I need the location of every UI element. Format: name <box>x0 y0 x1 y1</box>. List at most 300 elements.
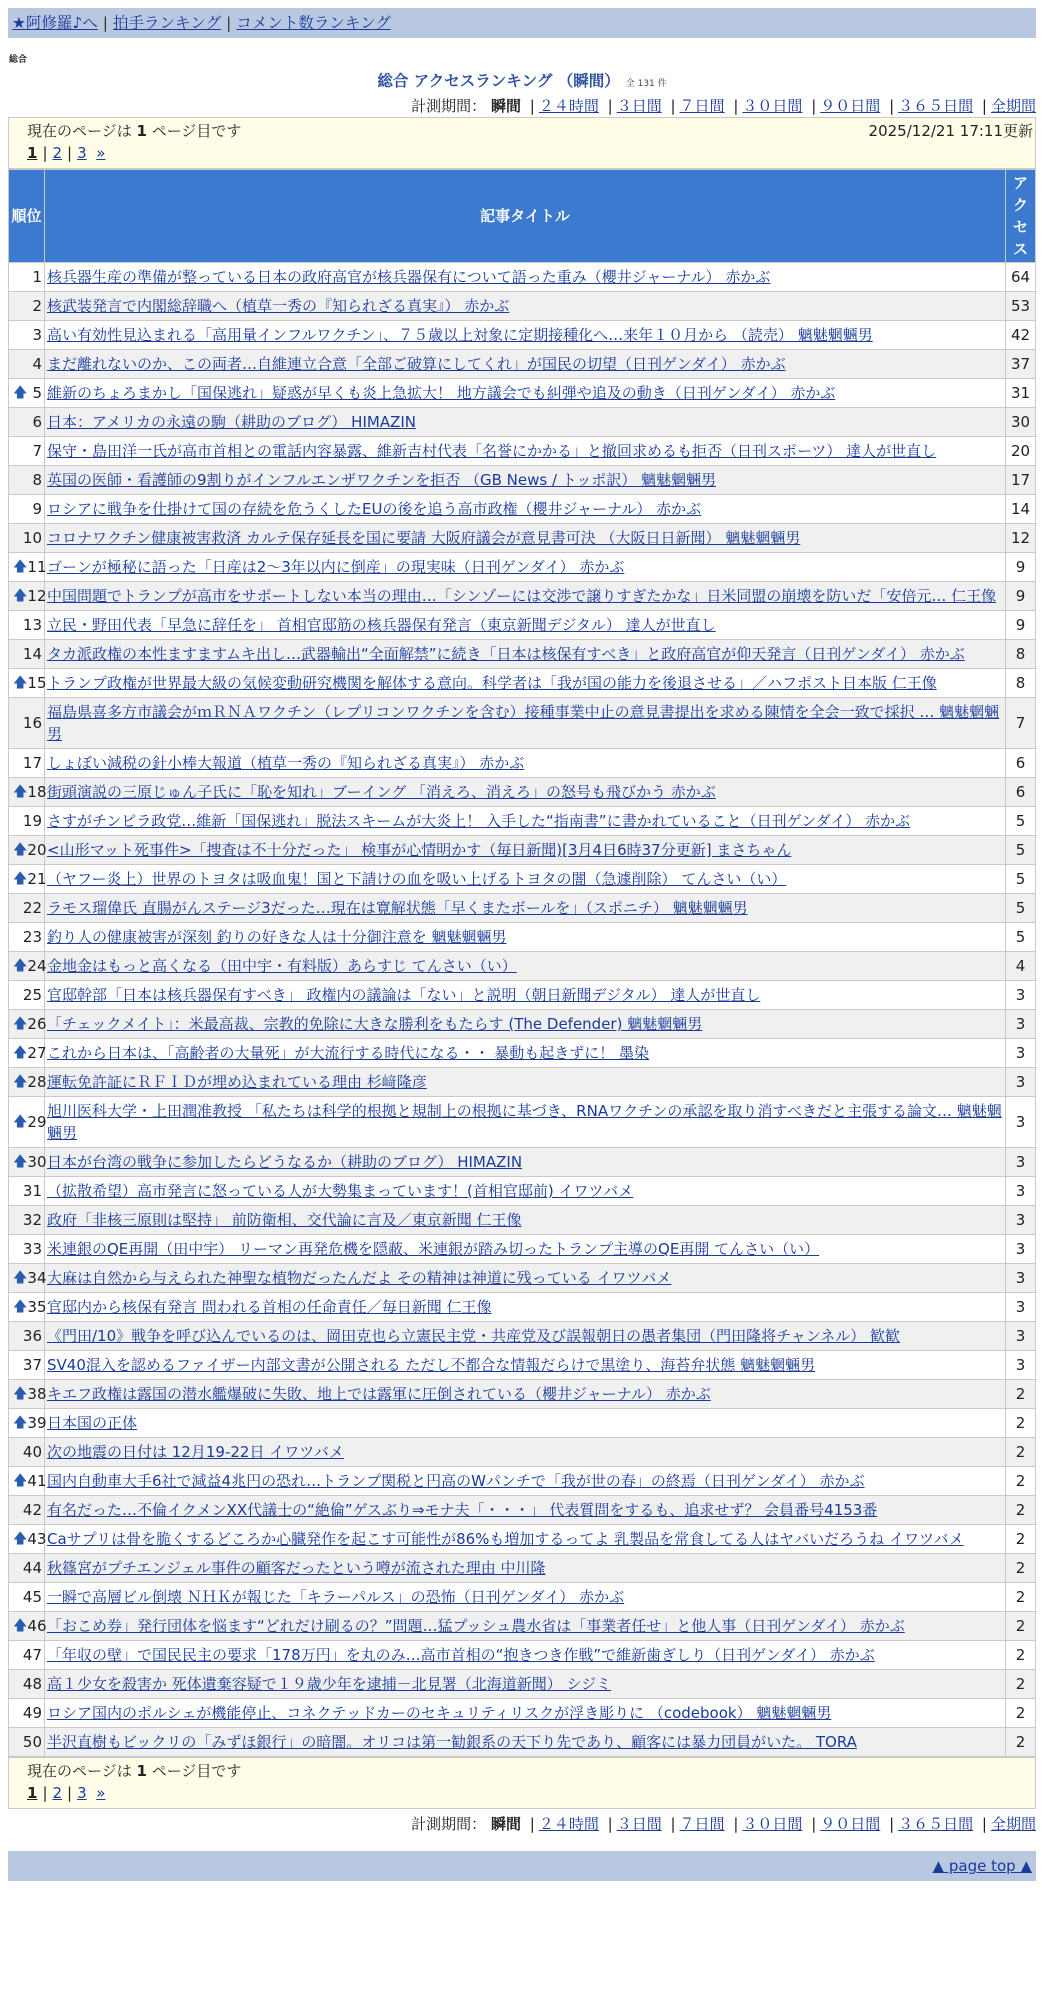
rank-cell <box>9 1554 45 1583</box>
title-cell <box>45 865 1006 894</box>
pager-next[interactable]: » <box>96 1784 106 1802</box>
ranking-body <box>9 263 1036 1757</box>
table-row <box>9 1068 1036 1097</box>
article-link[interactable]: 《門田/10》戦争を呼び込んでいるのは、岡田克也ら立憲民主党・共産党及び誤報朝日の愚者集団（門田隆将チャンネル） 歓歓 <box>47 1327 901 1345</box>
article-link[interactable]: 日本国の正体 <box>47 1414 138 1432</box>
title-cell <box>45 1097 1006 1148</box>
article-link[interactable]: （ヤフー炎上）世界のトヨタは吸血鬼！国と下請けの血を吸い上げるトヨタの闇（急遽削除） てんさい（い） <box>47 870 787 888</box>
period-link-24h[interactable]: ２４時間 <box>538 1815 599 1833</box>
up-arrow-icon: 🡅 <box>13 1114 28 1130</box>
access-count: 2 <box>1006 1699 1036 1728</box>
table-row <box>9 1097 1036 1148</box>
table-row <box>9 408 1036 437</box>
article-link[interactable]: ラモス瑠偉氏 直腸がんステージ3だった…現在は寛解状態「早くまたボールを」（スポニチ） 魑魅魍魎男 <box>47 899 748 917</box>
up-arrow-icon: 🡅 <box>13 385 28 401</box>
period-link-all[interactable]: 全期間 <box>990 1815 1036 1833</box>
title-cell <box>45 1148 1006 1177</box>
article-link[interactable]: 大麻は自然から与えられた神聖な植物だったんだよ その精神は神道に残っている イワツバメ <box>47 1269 672 1287</box>
article-link[interactable]: 「年収の壁」で国民民主の要求「178万円」を丸のみ…高市首相の“抱きつき作戦”で維新歯ぎしり（日刊ゲンダイ） 赤かぶ <box>47 1646 875 1664</box>
rank-number: 17 <box>22 754 42 772</box>
rank-number: 27 <box>27 1044 47 1062</box>
access-count: 53 <box>1006 292 1036 321</box>
rank-number: 37 <box>22 1356 42 1374</box>
rank-number: 15 <box>27 674 47 692</box>
article-link[interactable]: Caサプリは骨を脆くするどころか心臓発作を起こす可能性が86%も増加するってよ 乳製品を常食してる人はヤバいだろうね イワツバメ <box>47 1530 964 1548</box>
access-count: 9 <box>1006 553 1036 582</box>
table-row <box>9 1438 1036 1467</box>
rank-number: 35 <box>27 1298 47 1316</box>
table-row <box>9 1612 1036 1641</box>
rank-cell <box>9 1039 45 1068</box>
access-count: 3 <box>1006 1264 1036 1293</box>
article-link[interactable]: これから日本は、「高齢者の大量死」が大流行する時代になる・・ 暴動も起きずに！ 墨染 <box>47 1044 650 1062</box>
page-info-bottom <box>8 1757 1036 1809</box>
title-cell <box>45 379 1006 408</box>
table-row <box>9 466 1036 495</box>
rank-number: 10 <box>22 529 42 547</box>
rank-number: 49 <box>22 1704 42 1722</box>
period-label: 計測期間： <box>411 97 487 115</box>
title-cell <box>45 894 1006 923</box>
rank-cell <box>9 1467 45 1496</box>
up-arrow-icon: 🡅 <box>13 1045 28 1061</box>
table-row <box>9 807 1036 836</box>
article-link[interactable]: 日本が台湾の戦争に参加したらどうなるか（耕助のブログ） HIMAZIN <box>47 1153 523 1171</box>
pager-link-3[interactable]: 3 <box>77 144 87 162</box>
article-link[interactable]: 中国問題でトランプが高市をサポートしない本当の理由…「シンゾーには交渉で譲りすぎたかな」日米同盟の崩壊を防いだ「安倍元… 仁王像 <box>47 587 997 605</box>
period-link-all[interactable]: 全期間 <box>990 97 1036 115</box>
table-row <box>9 1409 1036 1438</box>
pager-link-2[interactable]: 2 <box>52 144 63 162</box>
title-cell <box>45 1235 1006 1264</box>
article-link[interactable]: トランプ政権が世界最大級の気候変動研究機関を解体する意向。科学者は「我が国の能力を後退させる」／ハフポスト日本版 仁王像 <box>47 674 937 692</box>
title-cell <box>45 1670 1006 1699</box>
article-link[interactable]: 政府「非核三原則は堅持」 前防衛相、交代論に言及／東京新聞 仁王像 <box>47 1211 522 1229</box>
article-link[interactable]: タカ派政権の本性ますますムキ出し…武器輸出“全面解禁”に続き「日本は核保有すべき」と政府高官が仰天発言（日刊ゲンダイ） 赤かぶ <box>47 645 965 663</box>
period-link-365d[interactable]: ３６５日間 <box>898 1815 974 1833</box>
rank-cell <box>9 1148 45 1177</box>
access-count: 14 <box>1006 495 1036 524</box>
up-arrow-icon: 🡅 <box>13 1531 28 1547</box>
title-cell <box>45 611 1006 640</box>
access-count: 3 <box>1006 1097 1036 1148</box>
table-row <box>9 1641 1036 1670</box>
table-row <box>9 749 1036 778</box>
table-row <box>9 263 1036 292</box>
title-cell <box>45 1467 1006 1496</box>
title-cell <box>45 321 1006 350</box>
access-count: 9 <box>1006 611 1036 640</box>
article-link[interactable]: さすがチンピラ政党…維新「国保逃れ」脱法スキームが大炎上！ 入手した“指南書”に書かれていること（日刊ゲンダイ） 赤かぶ <box>47 812 911 830</box>
title-cell <box>45 1641 1006 1670</box>
rank-cell <box>9 408 45 437</box>
rank-cell <box>9 640 45 669</box>
rank-number: 45 <box>22 1588 42 1606</box>
access-count: 64 <box>1006 263 1036 292</box>
access-count: 5 <box>1006 807 1036 836</box>
title-cell <box>45 553 1006 582</box>
period-link-365d[interactable]: ３６５日間 <box>898 97 974 115</box>
period-link-90d[interactable]: ９０日間 <box>820 97 881 115</box>
access-count: 2 <box>1006 1438 1036 1467</box>
rank-number: 7 <box>32 442 42 460</box>
rank-number: 18 <box>27 783 47 801</box>
rank-cell <box>9 1351 45 1380</box>
article-link[interactable]: ゴーンが極秘に語った「日産は2～3年以内に倒産」の現実味（日刊ゲンダイ） 赤かぶ <box>47 558 625 576</box>
article-link[interactable]: 国内自動車大手6社で減益4兆円の恐れ…トランプ関税と円高のWパンチで「我が世の春」の終焉（日刊ゲンダイ） 赤かぶ <box>47 1472 865 1490</box>
up-arrow-icon: 🡅 <box>13 1473 28 1489</box>
access-count: 5 <box>1006 836 1036 865</box>
access-count: 2 <box>1006 1612 1036 1641</box>
rank-cell <box>9 582 45 611</box>
rank-cell <box>9 466 45 495</box>
table-row <box>9 611 1036 640</box>
rank-number: 48 <box>22 1675 42 1693</box>
access-count: 3 <box>1006 1351 1036 1380</box>
up-arrow-icon: 🡅 <box>13 1154 28 1170</box>
rank-cell <box>9 894 45 923</box>
rank-number: 28 <box>27 1073 47 1091</box>
rank-number: 6 <box>32 413 42 431</box>
table-row <box>9 1322 1036 1351</box>
title-cell <box>45 952 1006 981</box>
up-arrow-icon: 🡅 <box>13 588 28 604</box>
title-cell <box>45 698 1006 749</box>
access-count: 3 <box>1006 1206 1036 1235</box>
period-link-30d[interactable]: ３０日間 <box>742 1815 803 1833</box>
nav-link-applause-ranking[interactable]: 拍手ランキング <box>113 14 222 32</box>
access-count: 6 <box>1006 749 1036 778</box>
access-count: 8 <box>1006 669 1036 698</box>
title-cell <box>45 1322 1006 1351</box>
title-cell <box>45 437 1006 466</box>
separator: | <box>102 14 109 32</box>
title-cell <box>45 1264 1006 1293</box>
title-cell <box>45 1583 1006 1612</box>
article-link[interactable]: しょぼい減税の針小棒大報道（植草一秀の『知られざる真実』） 赤かぶ <box>47 754 525 772</box>
access-count: 3 <box>1006 1039 1036 1068</box>
table-row <box>9 1380 1036 1409</box>
table-row <box>9 379 1036 408</box>
access-count: 4 <box>1006 952 1036 981</box>
up-arrow-icon: 🡅 <box>13 958 28 974</box>
rank-number: 24 <box>27 957 47 975</box>
article-link[interactable]: （拡散希望）高市発言に怒っている人が大勢集まっています！(首相官邸前) イワツバメ <box>47 1182 634 1200</box>
access-count: 3 <box>1006 1010 1036 1039</box>
access-count: 3 <box>1006 1068 1036 1097</box>
col-header-rank: 順位 <box>9 170 45 263</box>
title-cell <box>45 1554 1006 1583</box>
table-row <box>9 495 1036 524</box>
access-count: 2 <box>1006 1467 1036 1496</box>
article-link[interactable]: 「チェックメイト」：米最高裁、宗教的免除に大きな勝利をもたらす (The Defender) 魑魅魍魎男 <box>47 1015 703 1033</box>
nav-link-asyura[interactable]: ★阿修羅♪へ <box>12 14 98 32</box>
table-row <box>9 1264 1036 1293</box>
article-link[interactable]: 一瞬で高層ビル倒壊 ＮＨＫが報じた「キラーパルス」の恐怖（日刊ゲンダイ） 赤かぶ <box>47 1588 625 1606</box>
rank-cell <box>9 1699 45 1728</box>
ranking-table <box>8 169 1036 1757</box>
access-count: 2 <box>1006 1728 1036 1757</box>
pager-link-3[interactable]: 3 <box>77 1784 87 1802</box>
pager-top: 1 | 2 | 3 » <box>27 144 106 162</box>
table-row <box>9 1010 1036 1039</box>
access-count: 3 <box>1006 1235 1036 1264</box>
up-arrow-icon: 🡅 <box>13 842 28 858</box>
up-arrow-icon: 🡅 <box>13 1386 28 1402</box>
access-count: 3 <box>1006 1148 1036 1177</box>
col-header-title: 記事タイトル <box>45 170 1006 263</box>
rank-cell <box>9 1206 45 1235</box>
period-link-3d[interactable]: ３日間 <box>616 97 662 115</box>
access-count: 2 <box>1006 1380 1036 1409</box>
article-link[interactable]: 英国の医師・看護師の9割りがインフルエンザワクチンを拒否 （GB News / トッポ訳） 魑魅魍魎男 <box>47 471 717 489</box>
article-link[interactable]: 高い有効性見込まれる「高用量インフルワクチン」、７５歳以上対象に定期接種化へ…来年１０月から （読売） 魑魅魍魎男 <box>47 326 873 344</box>
table-row <box>9 1039 1036 1068</box>
rank-number: 3 <box>32 326 42 344</box>
access-count: 5 <box>1006 923 1036 952</box>
table-row <box>9 836 1036 865</box>
article-link[interactable]: 立民・野田代表「早急に辞任を」 首相官邸筋の核兵器保有発言（東京新聞デジタル） 達人が世直し <box>47 616 716 634</box>
total-count: 全 131 件 <box>625 79 667 89</box>
title-cell <box>45 1525 1006 1554</box>
rank-number: 42 <box>22 1501 42 1519</box>
title-cell <box>45 408 1006 437</box>
title-cell <box>45 807 1006 836</box>
rank-cell <box>9 437 45 466</box>
rank-cell <box>9 1496 45 1525</box>
rank-cell <box>9 350 45 379</box>
access-count: 17 <box>1006 466 1036 495</box>
table-row <box>9 981 1036 1010</box>
rank-cell <box>9 553 45 582</box>
col-header-access: アクセス <box>1006 170 1036 263</box>
title-cell <box>45 263 1006 292</box>
access-count: 2 <box>1006 1670 1036 1699</box>
rank-cell <box>9 379 45 408</box>
access-count: 2 <box>1006 1583 1036 1612</box>
article-link[interactable]: まだ離れないのか、この両者…自維連立合意「全部ご破算にしてくれ」が国民の切望（日刊ゲンダイ） 赤かぶ <box>47 355 786 373</box>
table-row <box>9 1496 1036 1525</box>
access-count: 2 <box>1006 1409 1036 1438</box>
page-status: 現在のページは 1 ページ目です <box>27 1762 242 1780</box>
title-cell <box>45 524 1006 553</box>
access-count: 8 <box>1006 640 1036 669</box>
article-link[interactable]: <山形マット死事件>「捜査は不十分だった」 検事が心情明かす（毎日新聞)[3月4日6時37分更新] まさちゃん <box>47 841 792 859</box>
article-link[interactable]: 次の地震の日付は 12月19-22日 イワツバメ <box>47 1443 344 1461</box>
period-selector-top: 計測期間： 瞬間 | ２４時間 | ３日間 | ７日間 | ３０日間 | ９０日間 | ３６５日間 | 全期間 <box>411 97 1036 115</box>
access-count: 3 <box>1006 1322 1036 1351</box>
article-link[interactable]: 街頭演説の三原じゅん子氏に「恥を知れ」ブーイング 「消えろ、消えろ」の怒号も飛びかう 赤かぶ <box>47 783 716 801</box>
up-arrow-icon: 🡅 <box>13 675 28 691</box>
rank-cell <box>9 952 45 981</box>
rank-cell <box>9 778 45 807</box>
page-title: 総合 アクセスランキング （瞬間） <box>377 72 620 90</box>
rank-cell <box>9 1264 45 1293</box>
page-top-link[interactable]: ▲ page top ▲ <box>932 1857 1032 1875</box>
rank-cell <box>9 1409 45 1438</box>
table-row <box>9 1554 1036 1583</box>
up-arrow-icon: 🡅 <box>13 1016 28 1032</box>
access-count: 2 <box>1006 1641 1036 1670</box>
article-link[interactable]: コロナワクチン健康被害救済 カルテ保存延長を国に要請 大阪府議会が意見書可決 （大阪日日新聞） 魑魅魍魎男 <box>47 529 801 547</box>
rank-number: 34 <box>27 1269 47 1287</box>
access-count: 12 <box>1006 524 1036 553</box>
separator: | <box>226 14 232 32</box>
article-link[interactable]: 米連銀のQE再開（田中宇） リーマン再発危機を隠蔽、米連銀が踏み切ったトランプ主導のQE再開 てんさい（い） <box>47 1240 820 1258</box>
title-cell <box>45 778 1006 807</box>
rank-cell <box>9 923 45 952</box>
article-link[interactable]: 金地金はもっと高くなる（田中宇・有料版）あらすじ てんさい（い） <box>47 957 517 975</box>
rank-cell <box>9 1641 45 1670</box>
pager-current: 1 <box>27 144 38 162</box>
article-link[interactable]: 日本：アメリカの永遠の駒（耕助のブログ） HIMAZIN <box>47 413 416 431</box>
period-link-7d[interactable]: ７日間 <box>679 1815 725 1833</box>
period-link-30d[interactable]: ３０日間 <box>742 97 803 115</box>
article-link[interactable]: 保守・島田洋一氏が高市首相との電話内容暴露、維新吉村代表「名誉にかかる」と撤回求めるも拒否（日刊スポーツ） 達人が世直し <box>47 442 937 460</box>
rank-number: 16 <box>22 714 42 732</box>
title-cell <box>45 1068 1006 1097</box>
up-arrow-icon: 🡅 <box>13 1618 28 1634</box>
rank-number: 19 <box>22 812 42 830</box>
rank-cell <box>9 1612 45 1641</box>
access-count: 31 <box>1006 379 1036 408</box>
page-title-line <box>8 69 1036 91</box>
article-link[interactable]: 核兵器生産の準備が整っている日本の政府高官が核兵器保有について語った重み（櫻井ジャーナル） 赤かぶ <box>47 268 771 286</box>
article-link[interactable]: 有名だった…不倫イクメンXX代議士の“絶倫”ゲスぶり⇒モナ夫「・・・」 代表質問をするも、追求せず？ 会員番号4153番 <box>47 1501 878 1519</box>
article-link[interactable]: 運転免許証にＲＦＩＤが埋め込まれている理由 杉﨑隆彦 <box>47 1073 427 1091</box>
article-link[interactable]: ロシアに戦争を仕掛けて国の存続を危うくしたEUの後を追う高市政権（櫻井ジャーナル） 赤かぶ <box>47 500 702 518</box>
rank-cell <box>9 524 45 553</box>
access-count: 42 <box>1006 321 1036 350</box>
title-cell <box>45 1728 1006 1757</box>
rank-number: 41 <box>27 1472 47 1490</box>
table-row <box>9 1351 1036 1380</box>
access-count: 3 <box>1006 1293 1036 1322</box>
title-cell <box>45 1409 1006 1438</box>
title-cell <box>45 1699 1006 1728</box>
pager-bottom: 1 | 2 | 3 » <box>27 1784 106 1802</box>
title-cell <box>45 1177 1006 1206</box>
title-cell <box>45 1039 1006 1068</box>
title-cell <box>45 640 1006 669</box>
article-link[interactable]: 官邸内から核保有発言 問われる首相の任命責任／毎日新聞 仁王像 <box>47 1298 492 1316</box>
rank-cell <box>9 611 45 640</box>
rank-cell <box>9 321 45 350</box>
rank-number: 14 <box>22 645 42 663</box>
category-label: 総合 <box>9 55 28 65</box>
rank-number: 9 <box>32 500 42 518</box>
title-cell <box>45 1380 1006 1409</box>
access-count: 3 <box>1006 981 1036 1010</box>
period-current: 瞬間 <box>490 1815 521 1833</box>
rank-number: 26 <box>27 1015 47 1033</box>
rank-number: 23 <box>22 928 42 946</box>
rank-number: 50 <box>22 1733 42 1751</box>
rank-cell <box>9 698 45 749</box>
rank-cell <box>9 1235 45 1264</box>
title-cell <box>45 669 1006 698</box>
rank-number: 44 <box>22 1559 42 1577</box>
title-cell <box>45 1351 1006 1380</box>
title-cell <box>45 836 1006 865</box>
table-row <box>9 437 1036 466</box>
rank-number: 13 <box>22 616 42 634</box>
access-count: 3 <box>1006 1177 1036 1206</box>
table-row <box>9 778 1036 807</box>
access-count: 37 <box>1006 350 1036 379</box>
rank-number: 1 <box>32 268 42 286</box>
rank-cell <box>9 1177 45 1206</box>
access-count: 7 <box>1006 698 1036 749</box>
access-count: 6 <box>1006 778 1036 807</box>
rank-cell <box>9 1438 45 1467</box>
rank-cell <box>9 1670 45 1699</box>
article-link[interactable]: キエフ政権は露国の潜水艦爆破に失敗、地上では露軍に圧倒されている（櫻井ジャーナル） 赤かぶ <box>47 1385 711 1403</box>
page-status: 現在のページは 1 ページ目です <box>27 122 242 140</box>
rank-cell <box>9 1068 45 1097</box>
title-cell <box>45 749 1006 778</box>
rank-cell <box>9 1380 45 1409</box>
table-row <box>9 1293 1036 1322</box>
rank-number: 2 <box>32 297 42 315</box>
article-link[interactable]: SV40混入を認めるファイザー内部文書が公開される ただし不都合な情報だらけで黒塗り、海苔弁状態 魑魅魍魎男 <box>47 1356 816 1374</box>
article-link[interactable]: 官邸幹部「日本は核兵器保有すべき」 政権内の議論は「ない」と説明（朝日新聞デジタル） 達人が世直し <box>47 986 761 1004</box>
rank-cell <box>9 495 45 524</box>
table-row <box>9 524 1036 553</box>
rank-number: 31 <box>22 1182 42 1200</box>
article-link[interactable]: 高１少女を殺害か 死体遺棄容疑で１９歳少年を逮捕－北見署（北海道新聞） シジミ <box>47 1675 612 1693</box>
rank-number: 4 <box>32 355 42 373</box>
period-link-3d[interactable]: ３日間 <box>616 1815 662 1833</box>
up-arrow-icon: 🡅 <box>13 559 28 575</box>
rank-cell <box>9 1728 45 1757</box>
article-link[interactable]: ロシア国内のポルシェが機能停止、コネクテッドカーのセキュリティリスクが浮き彫りに （codebook） 魑魅魍魎男 <box>47 1704 832 1722</box>
rank-cell <box>9 836 45 865</box>
period-link-90d[interactable]: ９０日間 <box>820 1815 881 1833</box>
rank-number: 39 <box>27 1414 47 1432</box>
nav-link-comment-ranking[interactable]: コメント数ランキング <box>236 14 391 32</box>
rank-number: 5 <box>32 384 42 402</box>
up-arrow-icon: 🡅 <box>13 1074 28 1090</box>
article-link[interactable]: 半沢直樹もビックリの「みずほ銀行」の暗闇。オリコは第一勧銀系の天下り先であり、顧客には暴力団員がいた。 TORA <box>47 1733 857 1751</box>
access-count: 9 <box>1006 582 1036 611</box>
table-row <box>9 1699 1036 1728</box>
article-link[interactable]: 旭川医科大学・上田潤准教授 「私たちは科学的根拠と規制上の根拠に基づき、RNAワクチンの承認を取り消すべきだと主張する論文… 魑魅魍魎男 <box>47 1102 1002 1142</box>
rank-cell <box>9 807 45 836</box>
article-link[interactable]: 釣り人の健康被害が深刻 釣りの好きな人は十分御注意を 魑魅魍魎男 <box>47 928 507 946</box>
rank-number: 20 <box>27 841 47 859</box>
article-link[interactable]: 「おこめ券」発行団体を悩ます“どれだけ刷るの？”問題…猛プッシュ農水省は「事業者任せ」と他人事（日刊ゲンダイ） 赤かぶ <box>47 1617 905 1635</box>
rank-cell <box>9 1293 45 1322</box>
table-row <box>9 1525 1036 1554</box>
period-current: 瞬間 <box>490 97 521 115</box>
title-cell <box>45 1010 1006 1039</box>
period-link-7d[interactable]: ７日間 <box>679 97 725 115</box>
pager-link-2[interactable]: 2 <box>52 1784 63 1802</box>
table-row <box>9 1206 1036 1235</box>
access-count: 20 <box>1006 437 1036 466</box>
period-link-24h[interactable]: ２４時間 <box>538 97 599 115</box>
rank-cell <box>9 263 45 292</box>
pager-next[interactable]: » <box>96 144 106 162</box>
article-link[interactable]: 維新のちょろまかし「国保逃れ」疑惑が早くも炎上急拡大！ 地方議会でも糾弾や追及の動き（日刊ゲンダイ） 赤かぶ <box>47 384 836 402</box>
title-cell <box>45 582 1006 611</box>
title-cell <box>45 981 1006 1010</box>
article-link[interactable]: 核武装発言で内閣総辞職へ（植草一秀の『知られざる真実』） 赤かぶ <box>47 297 510 315</box>
article-link[interactable]: 秋篠宮がプチエンジェル事件の顧客だったという噂が流された理由 中川隆 <box>47 1559 546 1577</box>
article-link[interactable]: 福島県喜多方市議会がｍＲＮＡワクチン（レプリコンワクチンを含む）接種事業中止の意見書提出を求める陳情を全会一致で採択 … 魑魅魍魎男 <box>47 703 1000 743</box>
up-arrow-icon: 🡅 <box>13 1270 28 1286</box>
